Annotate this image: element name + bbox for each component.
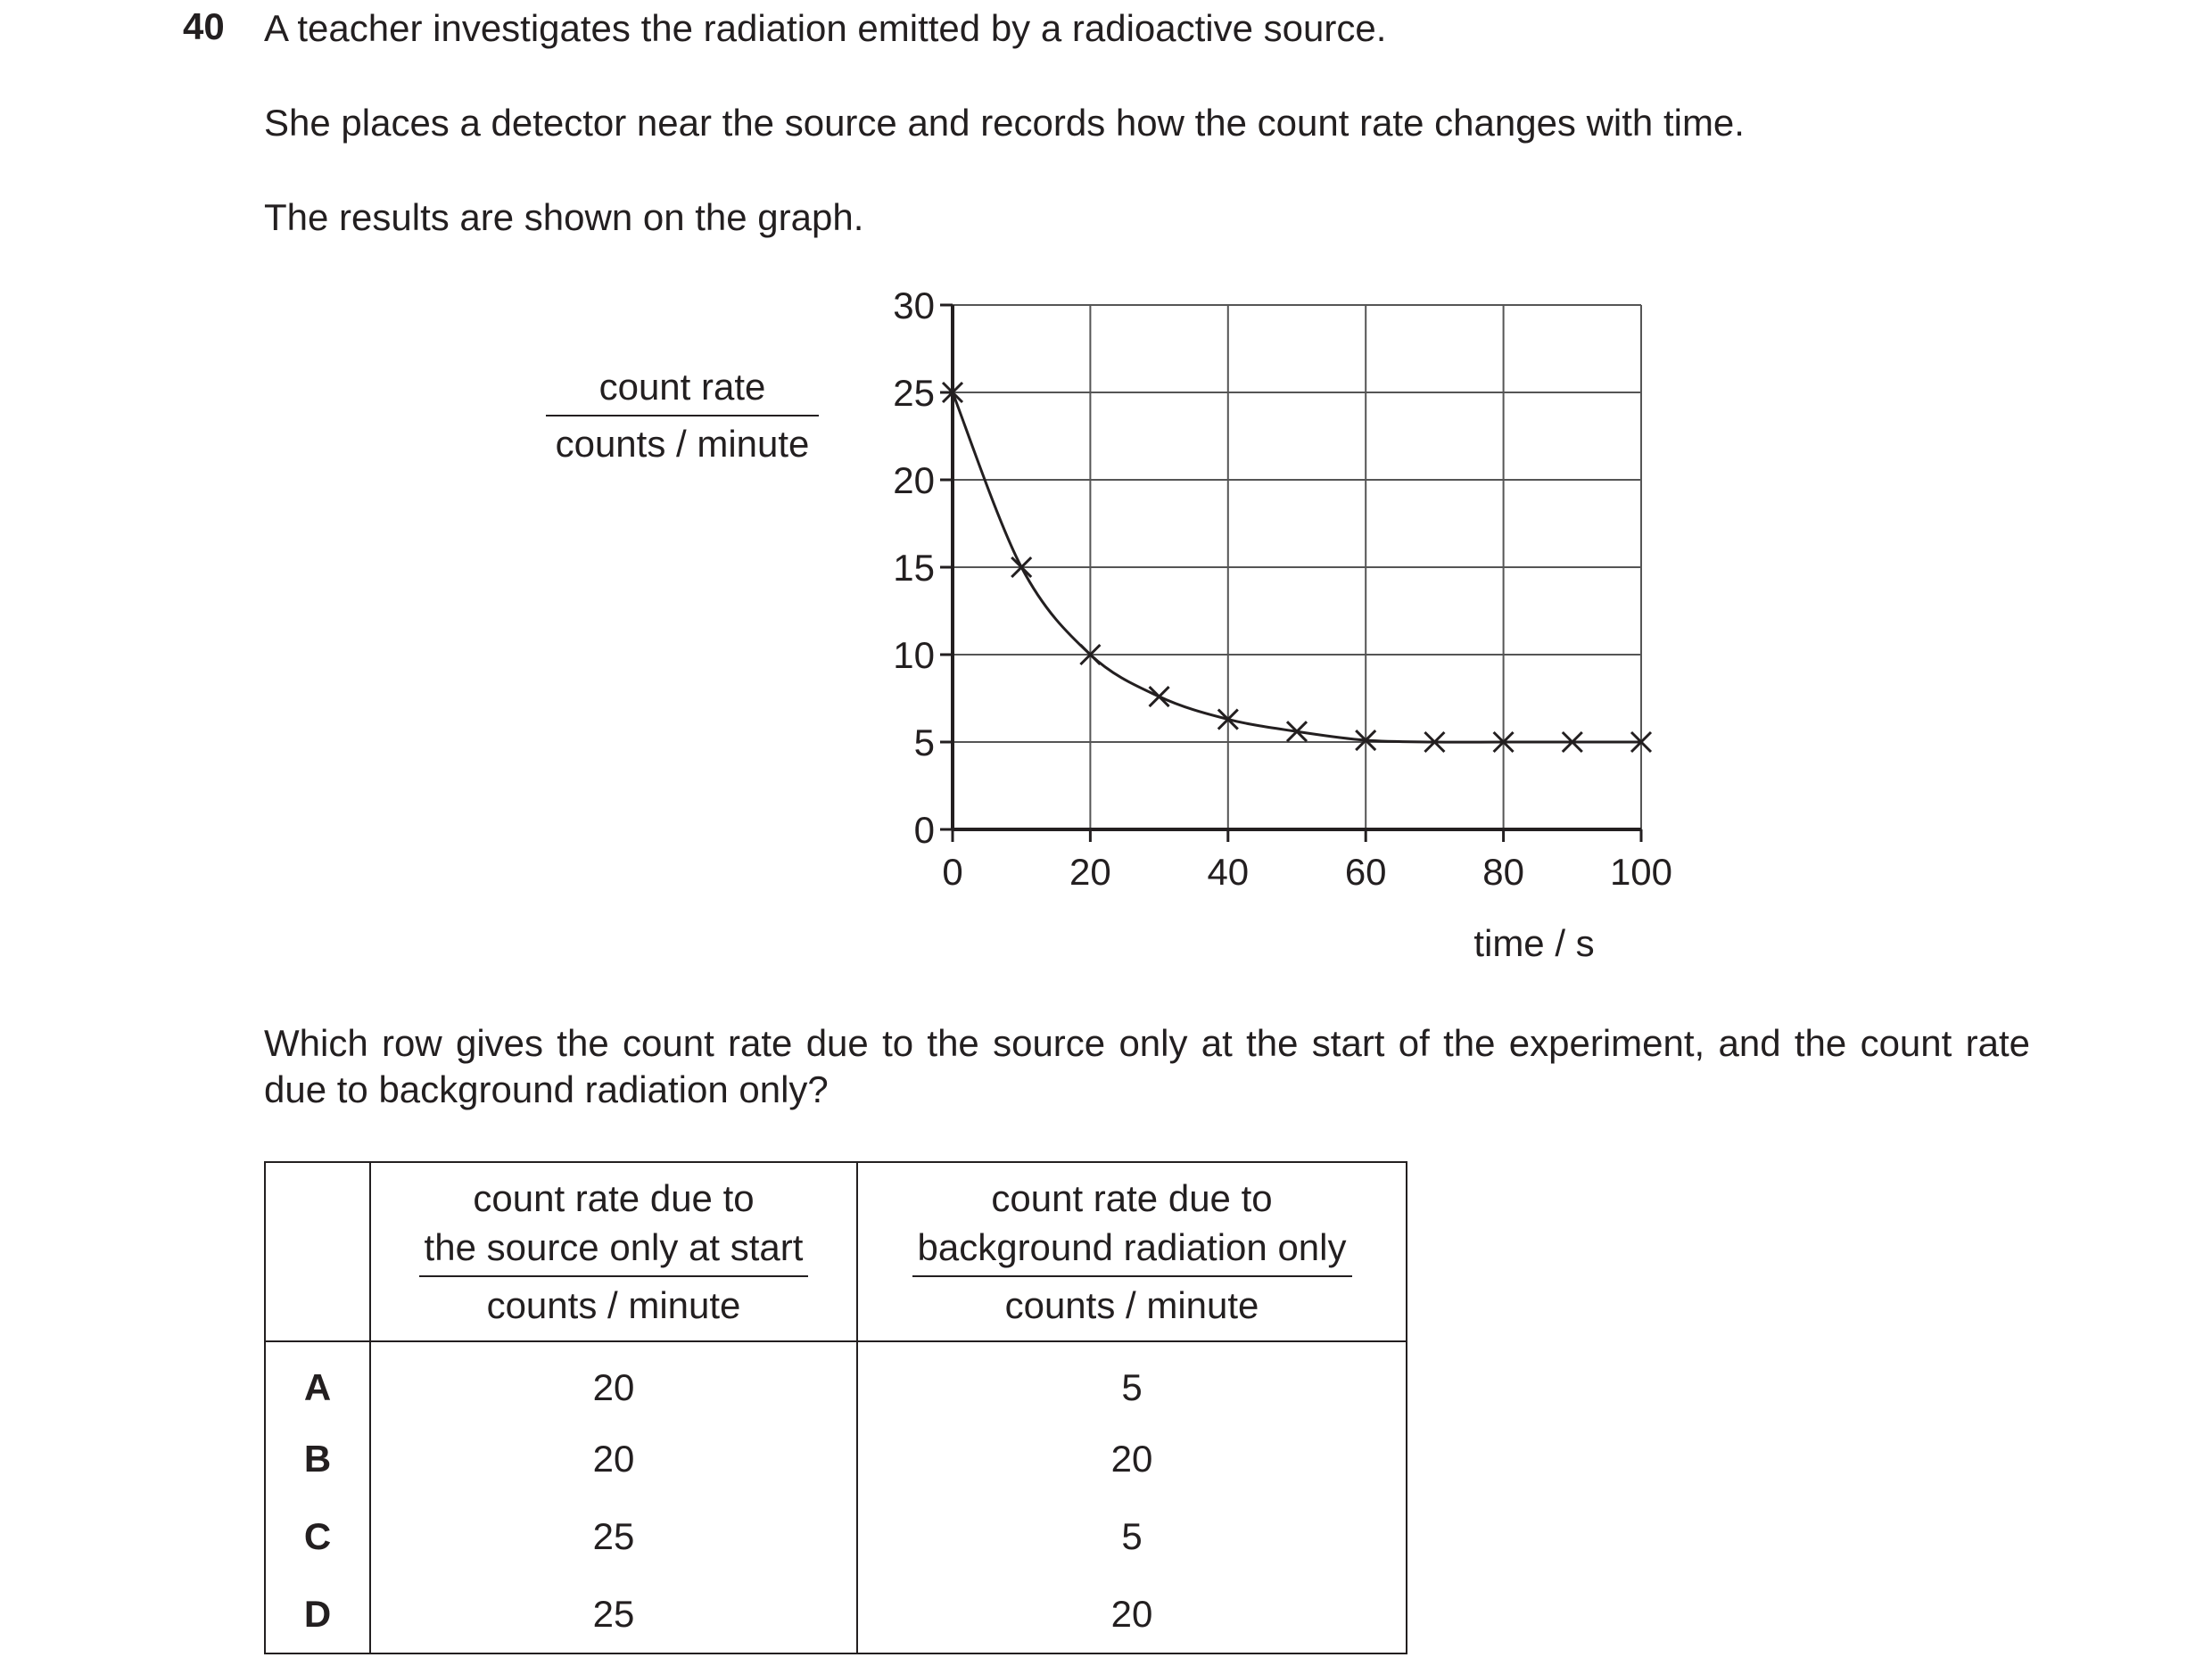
background-header-text: count rate due to background radiation only: [912, 1174, 1352, 1277]
background-header-unit: counts / minute: [1004, 1284, 1259, 1326]
table-row-a[interactable]: [265, 1341, 1407, 1420]
question-number: 40: [183, 5, 225, 47]
y-tick-label: 15: [893, 547, 935, 589]
y-tick-label: 5: [913, 722, 935, 763]
y-tick-label: 25: [893, 372, 935, 414]
question-method: She places a detector near the source and records how the count rate changes with time.: [264, 102, 1745, 144]
y-tick-label: 10: [893, 634, 935, 676]
source-count-rate: 25: [370, 1575, 857, 1653]
background-column-header: [857, 1162, 1407, 1341]
y-tick-label: 20: [893, 459, 935, 501]
background-count-rate: 20: [857, 1420, 1407, 1497]
y-axis-label: count rate: [598, 366, 766, 408]
y-axis-unit: counts / minute: [555, 423, 810, 465]
source-count-rate: 20: [370, 1341, 857, 1420]
x-tick-label: 0: [942, 851, 963, 893]
question-intro: A teacher investigates the radiation emitted by a radioactive source.: [264, 7, 1387, 49]
x-tick-label: 100: [1609, 851, 1673, 893]
blank-header-cell: [265, 1162, 370, 1341]
data-point-cross: [1150, 687, 1169, 706]
answer-options-table: [264, 1161, 1407, 1654]
question-prompt: Which row gives the count rate due to the source only at the start of the experiment, and the count rate due to background radiation only?: [264, 1022, 2030, 1110]
option-letter: D: [265, 1575, 370, 1653]
question-results-note: The results are shown on the graph.: [264, 196, 864, 238]
grid-lines: [953, 305, 1641, 829]
x-tick-label: 40: [1207, 851, 1250, 893]
option-letter: A: [265, 1341, 370, 1420]
table-row-d[interactable]: [265, 1575, 1407, 1653]
background-count-rate: 5: [857, 1341, 1407, 1420]
source-column-header: [370, 1162, 857, 1341]
source-header-text: count rate due to the source only at start: [419, 1174, 809, 1277]
option-letter: B: [265, 1420, 370, 1497]
y-tick-label: 0: [913, 809, 935, 851]
y-tick-label: 30: [893, 284, 935, 326]
axes: [940, 305, 1641, 842]
tick-labels: [893, 284, 1672, 893]
table-row-c[interactable]: [265, 1497, 1407, 1575]
background-count-rate: 5: [857, 1497, 1407, 1575]
x-axis-label: time / s: [1473, 922, 1595, 964]
background-count-rate: 20: [857, 1575, 1407, 1653]
table-header-row: [265, 1162, 1407, 1341]
table-row-b[interactable]: [265, 1420, 1407, 1497]
x-tick-label: 20: [1069, 851, 1111, 893]
x-tick-label: 80: [1482, 851, 1524, 893]
source-count-rate: 20: [370, 1420, 857, 1497]
option-letter: C: [265, 1497, 370, 1575]
source-header-unit: counts / minute: [486, 1284, 741, 1326]
source-count-rate: 25: [370, 1497, 857, 1575]
x-tick-label: 60: [1344, 851, 1387, 893]
